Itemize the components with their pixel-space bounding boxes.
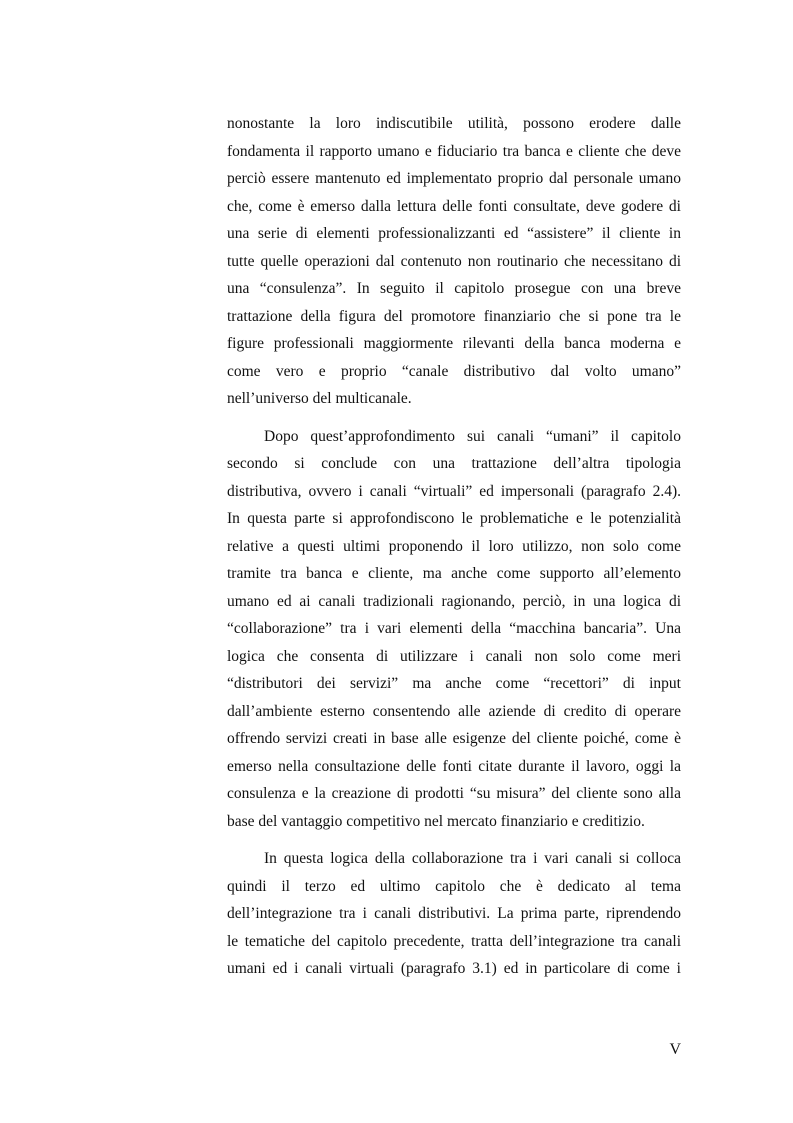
text-line: “distributori dei servizi” ma anche come “recettori” di input bbox=[227, 675, 681, 692]
text-line: le tematiche del capitolo precedente, tratta dell’integrazione tra canali bbox=[227, 932, 681, 950]
text-line: distributiva, ovvero i canali “virtuali” ed impersonali (paragrafo 2.4). bbox=[227, 482, 681, 500]
text-line: dell’integrazione tra i canali distributivi. La prima parte, riprendendo bbox=[227, 905, 681, 922]
text-line: logica che consenta di utilizzare i canali non solo come meri bbox=[227, 647, 681, 665]
paragraph-1 bbox=[227, 110, 681, 413]
text-line: offrendo servizi creati in base alle esigenze del cliente poiché, come è bbox=[227, 730, 681, 747]
text-line: una “consulenza”. In seguito il capitolo prosegue con una breve bbox=[227, 280, 681, 297]
text-line: emerso nella consultazione delle fonti citate durante il lavoro, oggi la bbox=[227, 757, 681, 775]
text-line: tramite tra banca e cliente, ma anche come supporto all’elemento bbox=[227, 565, 681, 582]
text-line: nell’universo del multicanale. bbox=[227, 390, 412, 407]
paragraph-3 bbox=[227, 845, 681, 983]
text-line: una serie di elementi professionalizzanti ed “assistere” il cliente in bbox=[227, 225, 681, 242]
text-line: figure professionali maggiormente rilevanti della banca moderna e bbox=[227, 335, 681, 352]
text-line: come vero e proprio “canale distributivo dal volto umano” bbox=[227, 362, 681, 380]
text-line: consulenza e la creazione di prodotti “su misura” del cliente sono alla bbox=[227, 785, 681, 802]
page-number: V bbox=[669, 1041, 681, 1058]
paragraph-gap bbox=[227, 413, 681, 423]
text-line: umani ed i canali virtuali (paragrafo 3.1) ed in particolare di come i bbox=[227, 960, 681, 977]
text-line: trattazione della figura del promotore finanziario che si pone tra le bbox=[227, 307, 681, 325]
text-line: In questa parte si approfondiscono le problematiche e le potenzialità bbox=[227, 510, 681, 527]
text-line: umano ed ai canali tradizionali ragionando, perciò, in una logica di bbox=[227, 592, 681, 610]
text-line: perciò essere mantenuto ed implementato proprio dal personale umano bbox=[227, 170, 681, 187]
text-line: tutte quelle operazioni dal contenuto non routinario che necessitano di bbox=[227, 252, 681, 270]
text-line: relative a questi ultimi proponendo il loro utilizzo, non solo come bbox=[227, 537, 681, 555]
text-line: secondo si conclude con una trattazione dell’altra tipologia bbox=[227, 455, 681, 472]
text-line: nonostante la loro indiscutibile utilità, possono erodere dalle bbox=[227, 115, 681, 132]
text-line: dall’ambiente esterno consentendo alle aziende di credito di operare bbox=[227, 702, 681, 720]
text-line: fondamenta il rapporto umano e fiduciario tra banca e cliente che deve bbox=[227, 142, 681, 160]
text-line: Dopo quest’approfondimento sui canali “umani” il capitolo bbox=[264, 427, 681, 445]
text-line: base del vantaggio competitivo nel mercato finanziario e creditizio. bbox=[227, 812, 645, 830]
paragraph-gap bbox=[227, 835, 681, 845]
text-line: In questa logica della collaborazione tra i vari canali si colloca bbox=[264, 850, 681, 867]
text-line: “collaborazione” tra i vari elementi della “macchina bancaria”. Una bbox=[227, 620, 681, 637]
paragraph-2 bbox=[227, 423, 681, 836]
text-line: che, come è emerso dalla lettura delle fonti consultate, deve godere di bbox=[227, 197, 681, 215]
body-text bbox=[227, 110, 681, 983]
text-line: quindi il terzo ed ultimo capitolo che è dedicato al tema bbox=[227, 877, 681, 895]
